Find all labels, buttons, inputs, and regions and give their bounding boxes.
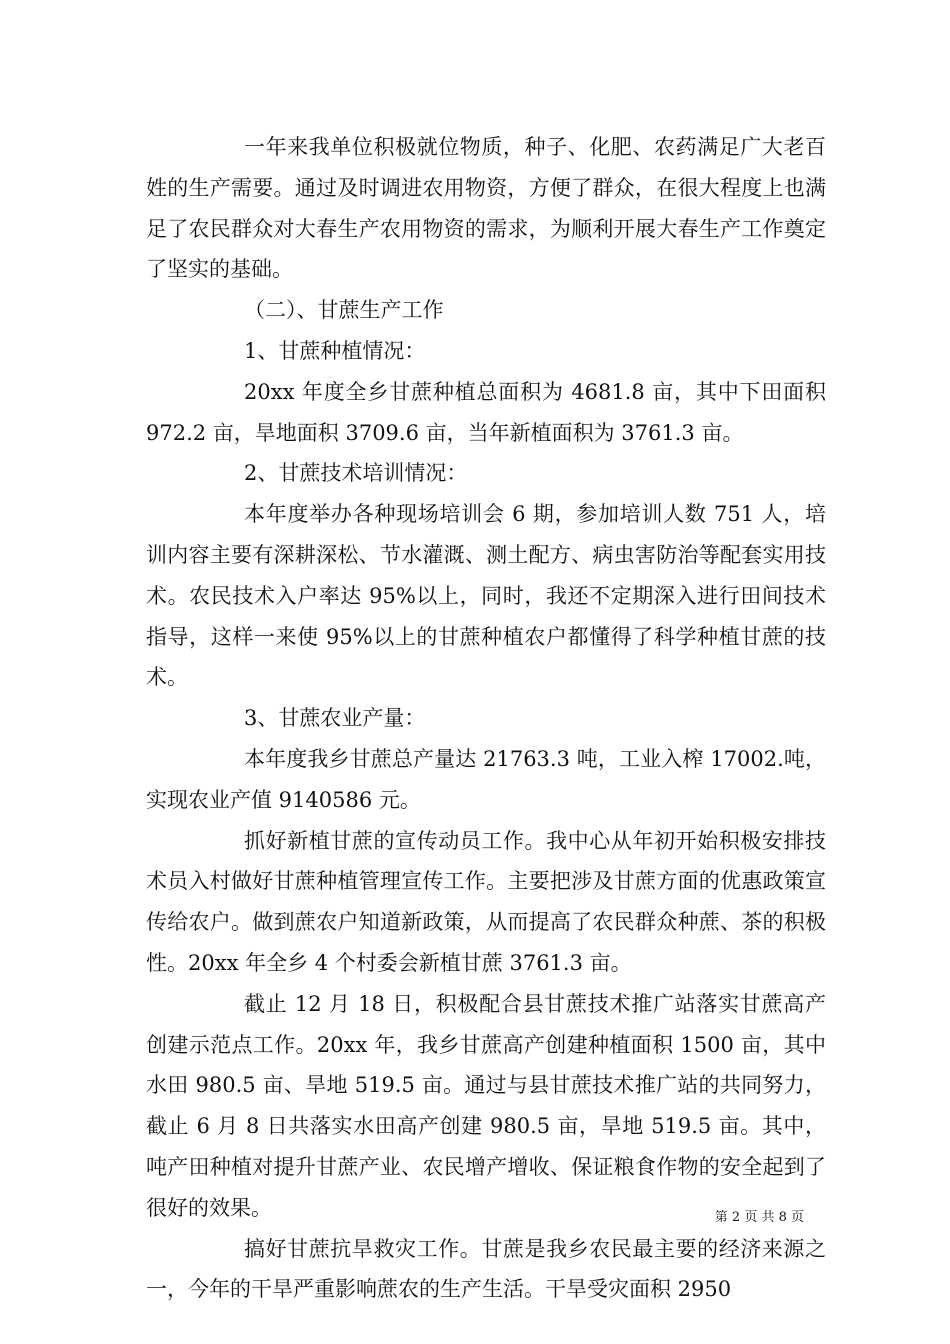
paragraph-materials: 一年来我单位积极就位物质，种子、化肥、农药满足广大老百姓的生产需要。通过及时调进农用物资，方便了群众，在很大程度上也满足了农民群众对大春生产农用物资的需求，为顺利开展大春生产工作奠定了坚实的基础。: [146, 135, 826, 282]
subheading-planting: 1、甘蔗种植情况：: [244, 338, 426, 363]
paragraph-output: 本年度我乡甘蔗总产量达 21763.3 吨，工业入榨 17002.吨，实现农业产值 9140586 元。: [146, 746, 826, 812]
paragraph-drought: 搞好甘蔗抗旱救灾工作。甘蔗是我乡农民最主要的经济来源之一，今年的干旱严重影响蔗农的生产生活。干旱受灾面积 2950: [146, 1236, 826, 1302]
subheading-output: 3、甘蔗农业产量：: [244, 706, 426, 731]
document-body: [146, 127, 826, 1310]
paragraph-planting-area: 20xx 年度全乡甘蔗种植总面积为 4681.8 亩，其中下田面积 972.2 亩，旱地面积 3709.6 亩，当年新植面积为 3761.3 亩。: [146, 379, 826, 445]
paragraph-high-yield: 截止 12 月 18 日，积极配合县甘蔗技术推广站落实甘蔗高产创建示范点工作。20xx 年，我乡甘蔗高产创建种植面积 1500 亩，其中水田 980.5 亩、旱地 519.5 亩。通过与县甘蔗技术推广站的共同努力，截止 6 月 8 日共落实水田高产创建 980.5 亩，旱地 519.5 亩。其中，吨产田种植对提升甘蔗产业、农民增产增收、保证粮食作物的安全起到了很好的效果。: [146, 991, 826, 1220]
page-number: 第 2 页 共 8 页: [714, 1210, 804, 1225]
paragraph-training: 本年度举办各种现场培训会 6 期，参加培训人数 751 人，培训内容主要有深耕深松、节水灌溉、测土配方、病虫害防治等配套实用技术。农民技术入户率达 95%以上，同时，我还不定期深入进行田间技术指导，这样一来使 95%以上的甘蔗种植农户都懂得了科学种植甘蔗的技术。: [146, 502, 826, 690]
subheading-training: 2、甘蔗技术培训情况：: [244, 461, 468, 486]
paragraph-publicity: 抓好新植甘蔗的宣传动员工作。我中心从年初开始积极安排技术员入村做好甘蔗种植管理宣传工作。主要把涉及甘蔗方面的优惠政策宣传给农户。做到蔗农户知道新政策，从而提高了农民群众种蔗、茶的积极性。20xx 年全乡 4 个村委会新植甘蔗 3761.3 亩。: [146, 828, 826, 975]
section-heading-sugarcane: （二）、甘蔗生产工作: [244, 298, 444, 323]
